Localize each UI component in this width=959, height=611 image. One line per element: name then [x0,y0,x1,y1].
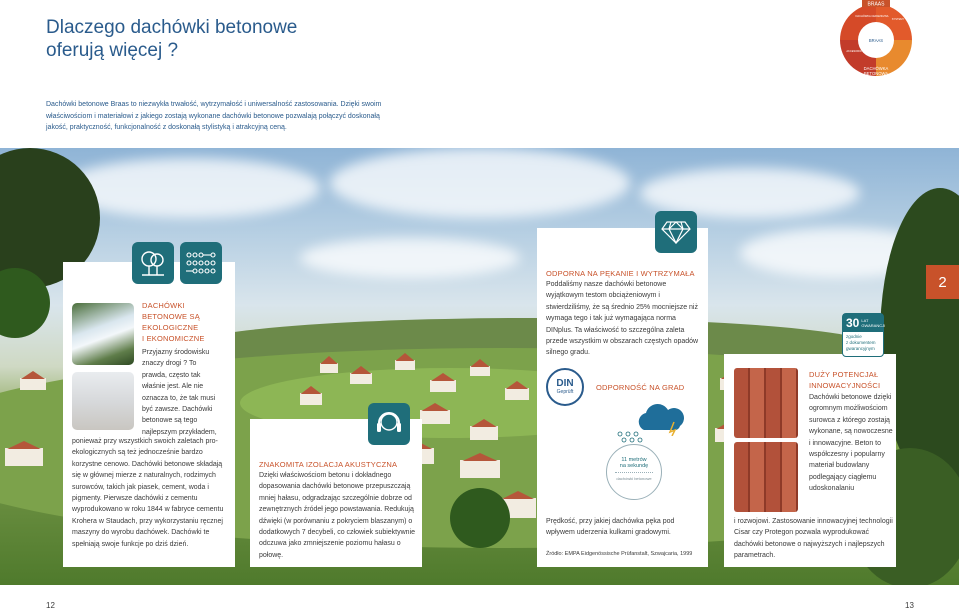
hail-text: Prędkość, przy jakiej dachówka pęka pod wpływem uderzenia kulkami gradowymi. [546,518,675,537]
potential-title: DUŻY POTENCJAŁ INNOWACYJNOŚCI [809,370,881,390]
waterfall-photo [72,303,134,365]
tile-photo-2 [734,442,798,512]
eco-text: ponieważ przy wszystkich swoich zaletach pro-ekologicznych są też jednocześnie bardzo korzystne cenowo. Dachówki betonowe składają się w głównej mierze z naturalnych, rodzimych surowców, takich jak piasek, cement, woda i pigmenty. Pierwsze dachówki z cementu wyprodukowano w roku 1844 w fabryce cementu Krohera w Staudach, przy wykorzystaniu ręcznej maszyny do wyrobu dachówek. Dachówki te spełniają swoje funkcje po dziś dzień. [72,438,224,548]
woman-photo [72,372,134,430]
logo-center: BRAAS [868,38,884,43]
chain-icon [180,242,222,284]
tree-icon [132,242,174,284]
logo-segment-left: AKCESORIA [846,50,862,53]
resistant-title: ODPORNA NA PĘKANIE I WYTRZYMAŁA [546,269,695,278]
potential-text: i rozwojowi. Zastosowanie innowacyjnej technologii Cisar czy Protegon pozwala wyprodukować dachówki betonowe o najwyższych i najlepszych parametrach. [734,518,893,560]
logo-label-1: DACHÓWKA [863,66,889,71]
potential-text-side: Dachówki betonowe dzięki ogromnym możliwościom surowca z którego zostają wykonane, są nowoczesne i innowacyjne. Beton to współczesny i popularny materiał budowlany podlegający ciągłemu udoskonalaniu [809,394,893,493]
din-label: DIN [556,378,574,389]
guarantee-sub-3: gwarancyjnym [846,346,875,351]
title-line-1: Dlaczego dachówki betonowe [46,17,298,38]
logo-segment-top: DACHÓWKA CERAMICZNA [855,15,889,18]
guarantee-sub-2: z dokumentem [846,340,876,345]
logo-brand: BRAAS [867,1,885,8]
guarantee-years: 30 [846,316,860,330]
section-badge: 2 [926,265,959,299]
braas-logo [836,0,916,88]
diamond-icon [655,211,697,253]
guarantee-badge [842,313,884,357]
logo-segment-right: SYSTEMY [891,18,905,21]
guarantee-sub-1: zgodnie [846,334,862,339]
acoustic-text: Dzięki właściwościom betonu i dokładnego dopasowania dachówki betonowe przepuszczają mniej hałasu, odgradzając szczególnie dobrze od zewnętrznych źródeł jego powstawania. Redukują dźwięki (w porównaniu z pokryciem blaszanym) o dodatkowych 7 decybeli, co człowiek subiektywnie odczuwa jako zmniejszenie poziomu hałasu o połowę. [259,472,416,559]
hail-speed-value: 11 metrów [621,457,647,463]
logo-label-2: BETONOWA [863,71,889,76]
din-sub: Geprüft [556,389,574,395]
guarantee-unit-1: LAT [861,318,869,323]
hail-speed-unit: na sekundę [619,463,649,469]
hail-speed-gauge [606,444,662,500]
eco-title: DACHÓWKI BETONOWE SĄ EKOLOGICZNE I EKONOMICZNE [142,301,205,343]
hail-source: Źródło: EMPA Eidgenössische Prüfanstalt, Szwajcaria, 1999 [546,551,693,557]
hail-dots [614,430,654,444]
hail-title: ODPORNOŚĆ NA GRAD [596,383,685,392]
acoustic-title: ZNAKOMITA IZOLACJA AKUSTYCZNA [259,460,398,469]
din-badge [546,368,584,406]
page-title [46,16,346,62]
resistant-text: Poddaliśmy nasze dachówki betonowe wyjątkowym testom obciążeniowym i stwierdziliśmy, że są średnio 25% mocniejsze niż wymaga tego i tak już wymagająca norma DINplus. Ta właściwość to szczególna zaleta przede wszystkim w obszarach częstych opadów silnego gradu. [546,281,699,357]
guarantee-unit-2: GWARANCJI [861,323,886,328]
title-line-2: oferują więcej ? [46,40,179,61]
eco-text-side: Przyjazny środowisku znaczy drogi ? To prawda, często tak właśnie jest. Ale nie oznacza to, że tak musi być zawsze. Dachówki betonowe są tego najlepszym przykładem, [142,349,217,436]
hail-speed-sub: dachówki betonowe [616,476,652,481]
intro-text: Dachówki betonowe Braas to niezwykła trwałość, wytrzymałość i uniwersalność zastosowania. Dzięki swoim właściwościom i materiałowi z jakiego zostają wykonane dachówki betonowe pozwalają połączyć doskonałą jakość, praktyczność, funkcjonalność z doskonałą stylistyką i atrakcyjną ceną. [46,101,382,131]
page-number-left: 12 [46,601,55,610]
tile-photo-1 [734,368,798,438]
headphones-icon [368,403,410,445]
page-number-right: 13 [905,601,914,610]
